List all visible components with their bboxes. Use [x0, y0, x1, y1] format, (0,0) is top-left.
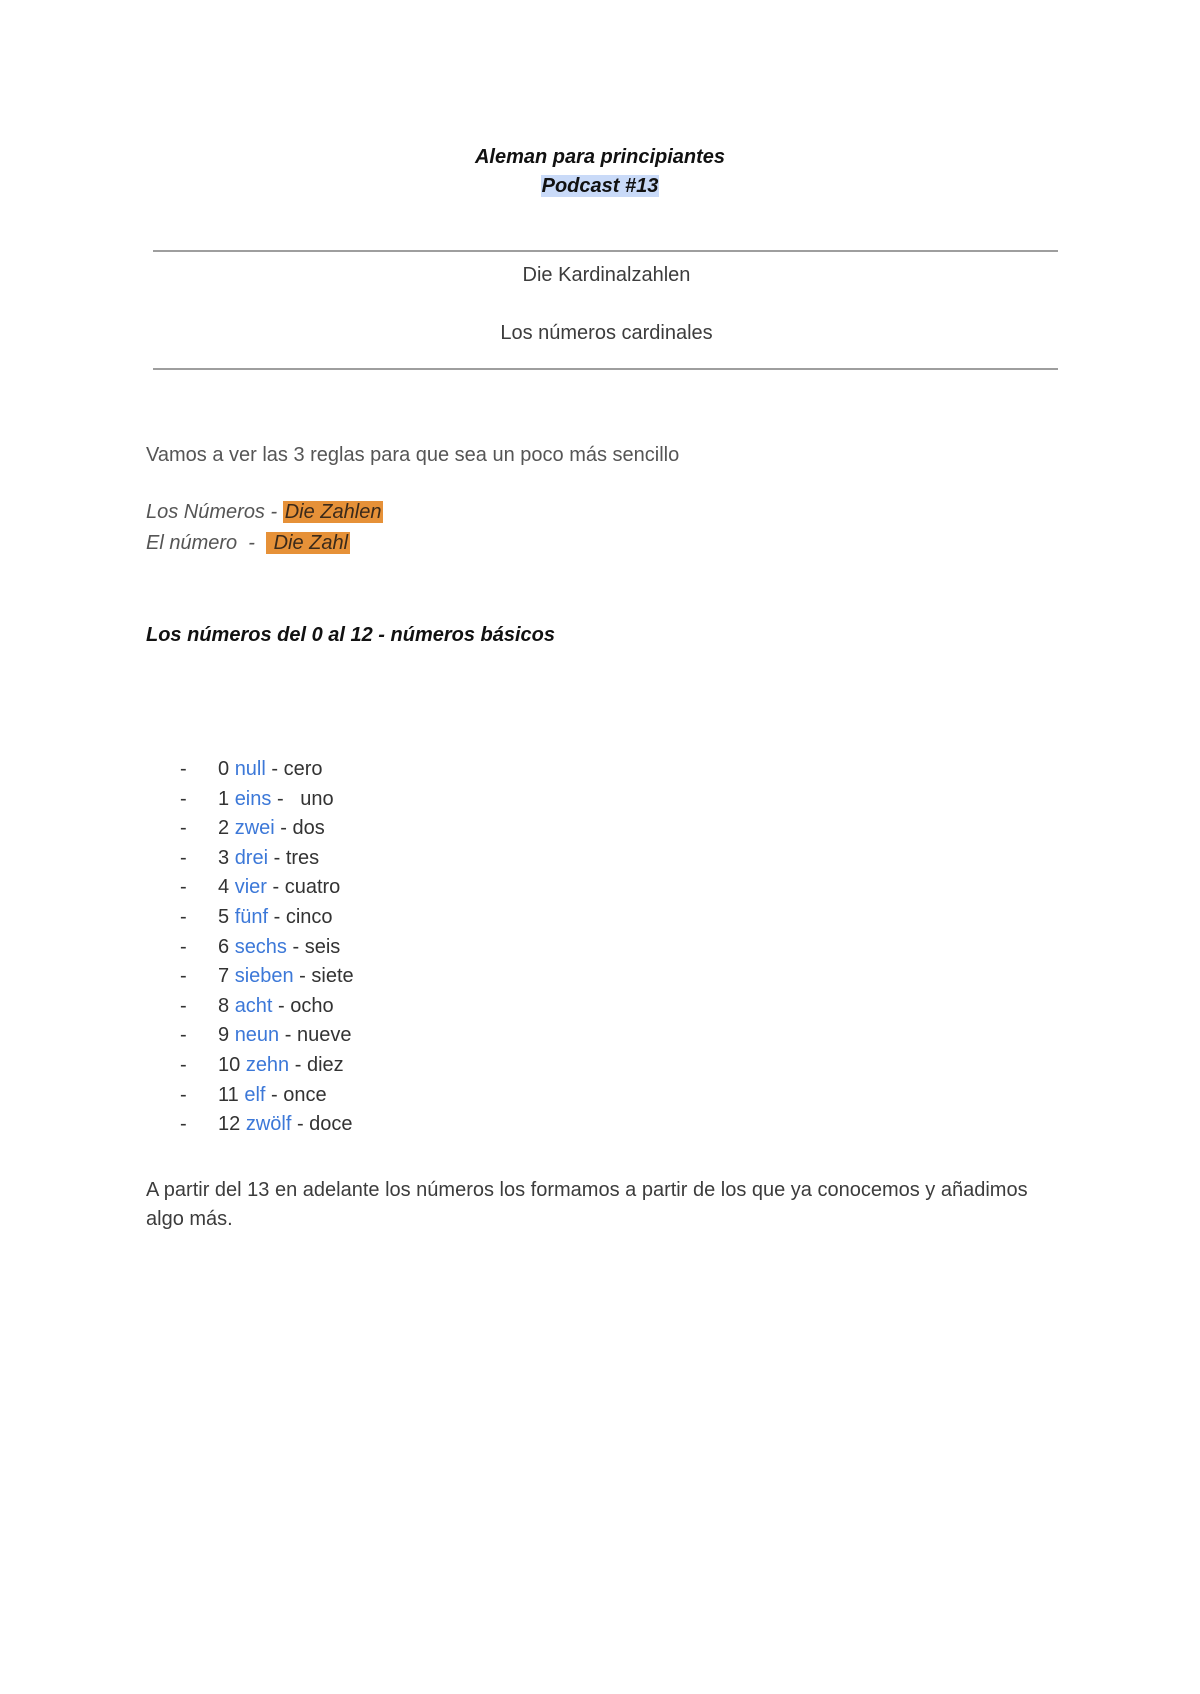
list-bullet-dash: - — [180, 846, 187, 869]
list-item — [180, 903, 354, 933]
title-block — [0, 143, 1200, 201]
closing-paragraph: A partir del 13 en adelante los números los formamos a partir de los que ya conocemos y añadimos algo más. — [146, 1179, 1028, 1230]
number-german: zwei — [234, 817, 275, 840]
number-german: fünf — [234, 905, 269, 928]
number-digit: 3 — [218, 846, 230, 869]
list-bullet-dash: - — [180, 965, 187, 988]
number-german: vier — [234, 876, 267, 899]
list-item — [180, 1081, 354, 1111]
vocab-german-highlight: Die Zahlen — [284, 501, 382, 523]
number-separator: - — [279, 1024, 297, 1047]
number-digit: 9 — [218, 1024, 230, 1047]
list-item — [180, 933, 354, 963]
list-bullet-dash: - — [180, 876, 187, 899]
number-digit: 8 — [218, 994, 230, 1017]
vocab-separator: - — [237, 532, 267, 554]
vocab-german-highlight: Die Zahl — [268, 532, 349, 554]
list-item — [180, 785, 354, 815]
number-spanish: cuatro — [284, 876, 341, 899]
list-bullet-dash: - — [180, 935, 187, 958]
list-bullet-dash: - — [180, 994, 187, 1017]
number-german: drei — [234, 846, 269, 869]
numbers-heading: Los números del 0 al 12 - números básicos — [146, 624, 556, 646]
number-separator: - — [274, 817, 293, 840]
number-separator: - — [265, 758, 284, 780]
number-german: neun — [234, 1024, 280, 1047]
list-bullet-dash: - — [180, 817, 187, 840]
list-bullet-dash: - — [180, 1113, 187, 1136]
number-spanish: nueve — [296, 1024, 352, 1047]
number-separator: - — [266, 876, 285, 899]
document-subtitle-line — [0, 172, 1200, 201]
number-german: sechs — [234, 935, 287, 958]
number-spanish: tres — [285, 846, 320, 869]
vocab-spanish: Los Números — [146, 501, 265, 523]
number-separator: - — [293, 965, 312, 988]
list-item — [180, 1110, 354, 1140]
intro-paragraph: Vamos a ver las 3 reglas para que sea un poco más sencillo — [146, 444, 680, 466]
numbers-list — [180, 755, 354, 1140]
number-german: eins — [234, 787, 272, 810]
section-title-spanish: Los números cardinales — [500, 322, 713, 344]
number-separator: - — [291, 1113, 310, 1136]
number-spanish: ocho — [290, 994, 334, 1017]
podcast-number: Podcast #13 — [541, 175, 659, 197]
number-digit: 6 — [218, 935, 230, 958]
list-bullet-dash: - — [180, 905, 187, 928]
number-separator: - — [268, 905, 286, 928]
number-german: sieben — [234, 965, 294, 988]
number-digit: 2 — [218, 817, 230, 840]
number-digit: 4 — [218, 876, 230, 899]
number-separator: - — [289, 1053, 307, 1076]
number-german: zwölf — [245, 1113, 292, 1136]
number-german: acht — [234, 994, 273, 1017]
number-german: zehn — [245, 1053, 290, 1076]
number-spanish: seis — [304, 935, 341, 958]
number-german: null — [234, 758, 266, 780]
list-item — [180, 1021, 354, 1051]
list-bullet-dash: - — [180, 758, 187, 780]
number-spanish: dos — [292, 817, 325, 840]
number-spanish: doce — [309, 1113, 353, 1136]
vocab-line — [146, 497, 383, 527]
number-separator: - — [265, 1083, 284, 1106]
number-digit: 12 — [218, 1113, 241, 1136]
list-bullet-dash: - — [180, 1053, 187, 1076]
number-german: elf — [244, 1083, 266, 1106]
section-title-german: Die Kardinalzahlen — [522, 264, 691, 286]
number-digit: 1 — [218, 787, 230, 810]
number-separator: - — [286, 935, 305, 958]
number-spanish: siete — [311, 965, 354, 988]
number-digit: 0 — [218, 758, 230, 780]
list-item — [180, 873, 354, 903]
number-spanish: cero — [283, 758, 323, 780]
top-divider — [153, 250, 1058, 252]
number-spanish: once — [283, 1083, 327, 1106]
list-item — [180, 814, 354, 844]
number-separator: - — [268, 846, 286, 869]
number-digit: 11 — [218, 1083, 239, 1106]
number-separator: - — [271, 787, 295, 810]
vocab-spanish: El número — [146, 532, 238, 554]
document-title: Aleman para principiantes — [474, 146, 726, 168]
vocab-line — [146, 528, 350, 558]
number-digit: 7 — [218, 965, 230, 988]
number-spanish: uno — [294, 787, 334, 810]
list-item — [180, 992, 354, 1022]
list-bullet-dash: - — [180, 1083, 187, 1106]
list-bullet-dash: - — [180, 787, 187, 810]
number-separator: - — [272, 994, 291, 1017]
list-item — [180, 1051, 354, 1081]
vocab-separator: - — [264, 501, 283, 523]
list-item — [180, 962, 354, 992]
list-bullet-dash: - — [180, 1024, 187, 1047]
list-item — [180, 755, 354, 785]
list-item — [180, 844, 354, 874]
number-spanish: diez — [306, 1053, 344, 1076]
bottom-divider — [153, 368, 1058, 370]
number-spanish: cinco — [285, 905, 333, 928]
number-digit: 5 — [218, 905, 230, 928]
number-digit: 10 — [218, 1053, 241, 1076]
